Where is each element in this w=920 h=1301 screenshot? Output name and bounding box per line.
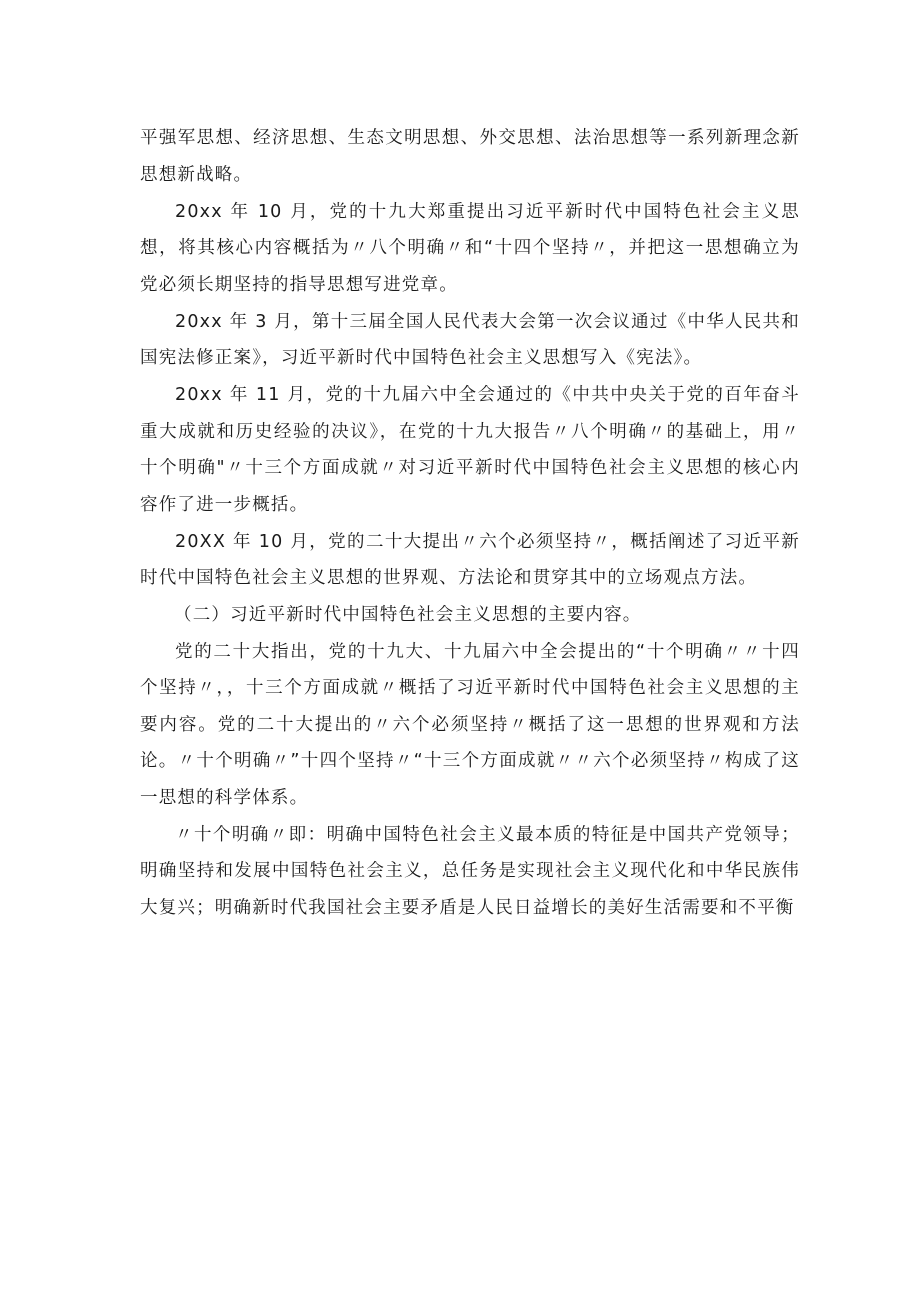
- paragraph-constitution-amendment: 20xx 年 3 月，第十三届全国人民代表大会第一次会议通过《中华人民共和国宪法修正案》，习近平新时代中国特色社会主义思想写入《宪法》。: [140, 311, 800, 368]
- paragraph-sixth-plenary: 20xx 年 11 月，党的十九届六中全会通过的《中共中央关于党的百年奋斗重大成就和历史经验的决议》，在党的十九大报告〃八个明确〃的基础上，用〃十个明确"〃十三个方面成就〃对习近平新时代中国特色社会主义思想的核心内容作了进一步概括。: [140, 385, 800, 515]
- paragraph-main-content: 党的二十大指出，党的十九大、十九届六中全会提出的“十个明确〃〃十四个坚持〃，，十三个方面成就〃概括了习近平新时代中国特色社会主义思想的主要内容。党的二十大提出的〃六个必须坚持〃概括了这一思想的世界观和方法论。〃十个明确〃”十四个坚持〃“十三个方面成就〃〃六个必须坚持〃构成了这一思想的科学体系。: [140, 641, 800, 808]
- paragraph-20th-congress: 20XX 年 10 月，党的二十大提出〃六个必须坚持〃，概括阐述了习近平新时代中国特色社会主义思想的世界观、方法论和贯穿其中的立场观点方法。: [140, 531, 800, 588]
- section-heading: （二）习近平新时代中国特色社会主义思想的主要内容。: [174, 605, 642, 625]
- paragraph-continuation: 平强军思想、经济思想、生态文明思想、外交思想、法治思想等一系列新理念新思想新战略。: [140, 128, 800, 185]
- paragraph-ten-clarifications: 〃十个明确〃即：明确中国特色社会主义最本质的特征是中国共产党领导；明确坚持和发展中国特色社会主义，总任务是实现社会主义现代化和中华民族伟大复兴；明确新时代我国社会主要矛盾是人民日益增长的美好生活需要和不平衡: [140, 824, 800, 918]
- document-body: [140, 120, 800, 927]
- paragraph-19th-congress: 20xx 年 10 月，党的十九大郑重提出习近平新时代中国特色社会主义思想，将其核心内容概括为〃八个明确〃和“十四个坚持〃，并把这一思想确立为党必须长期坚持的指导思想写进党章。: [140, 201, 800, 295]
